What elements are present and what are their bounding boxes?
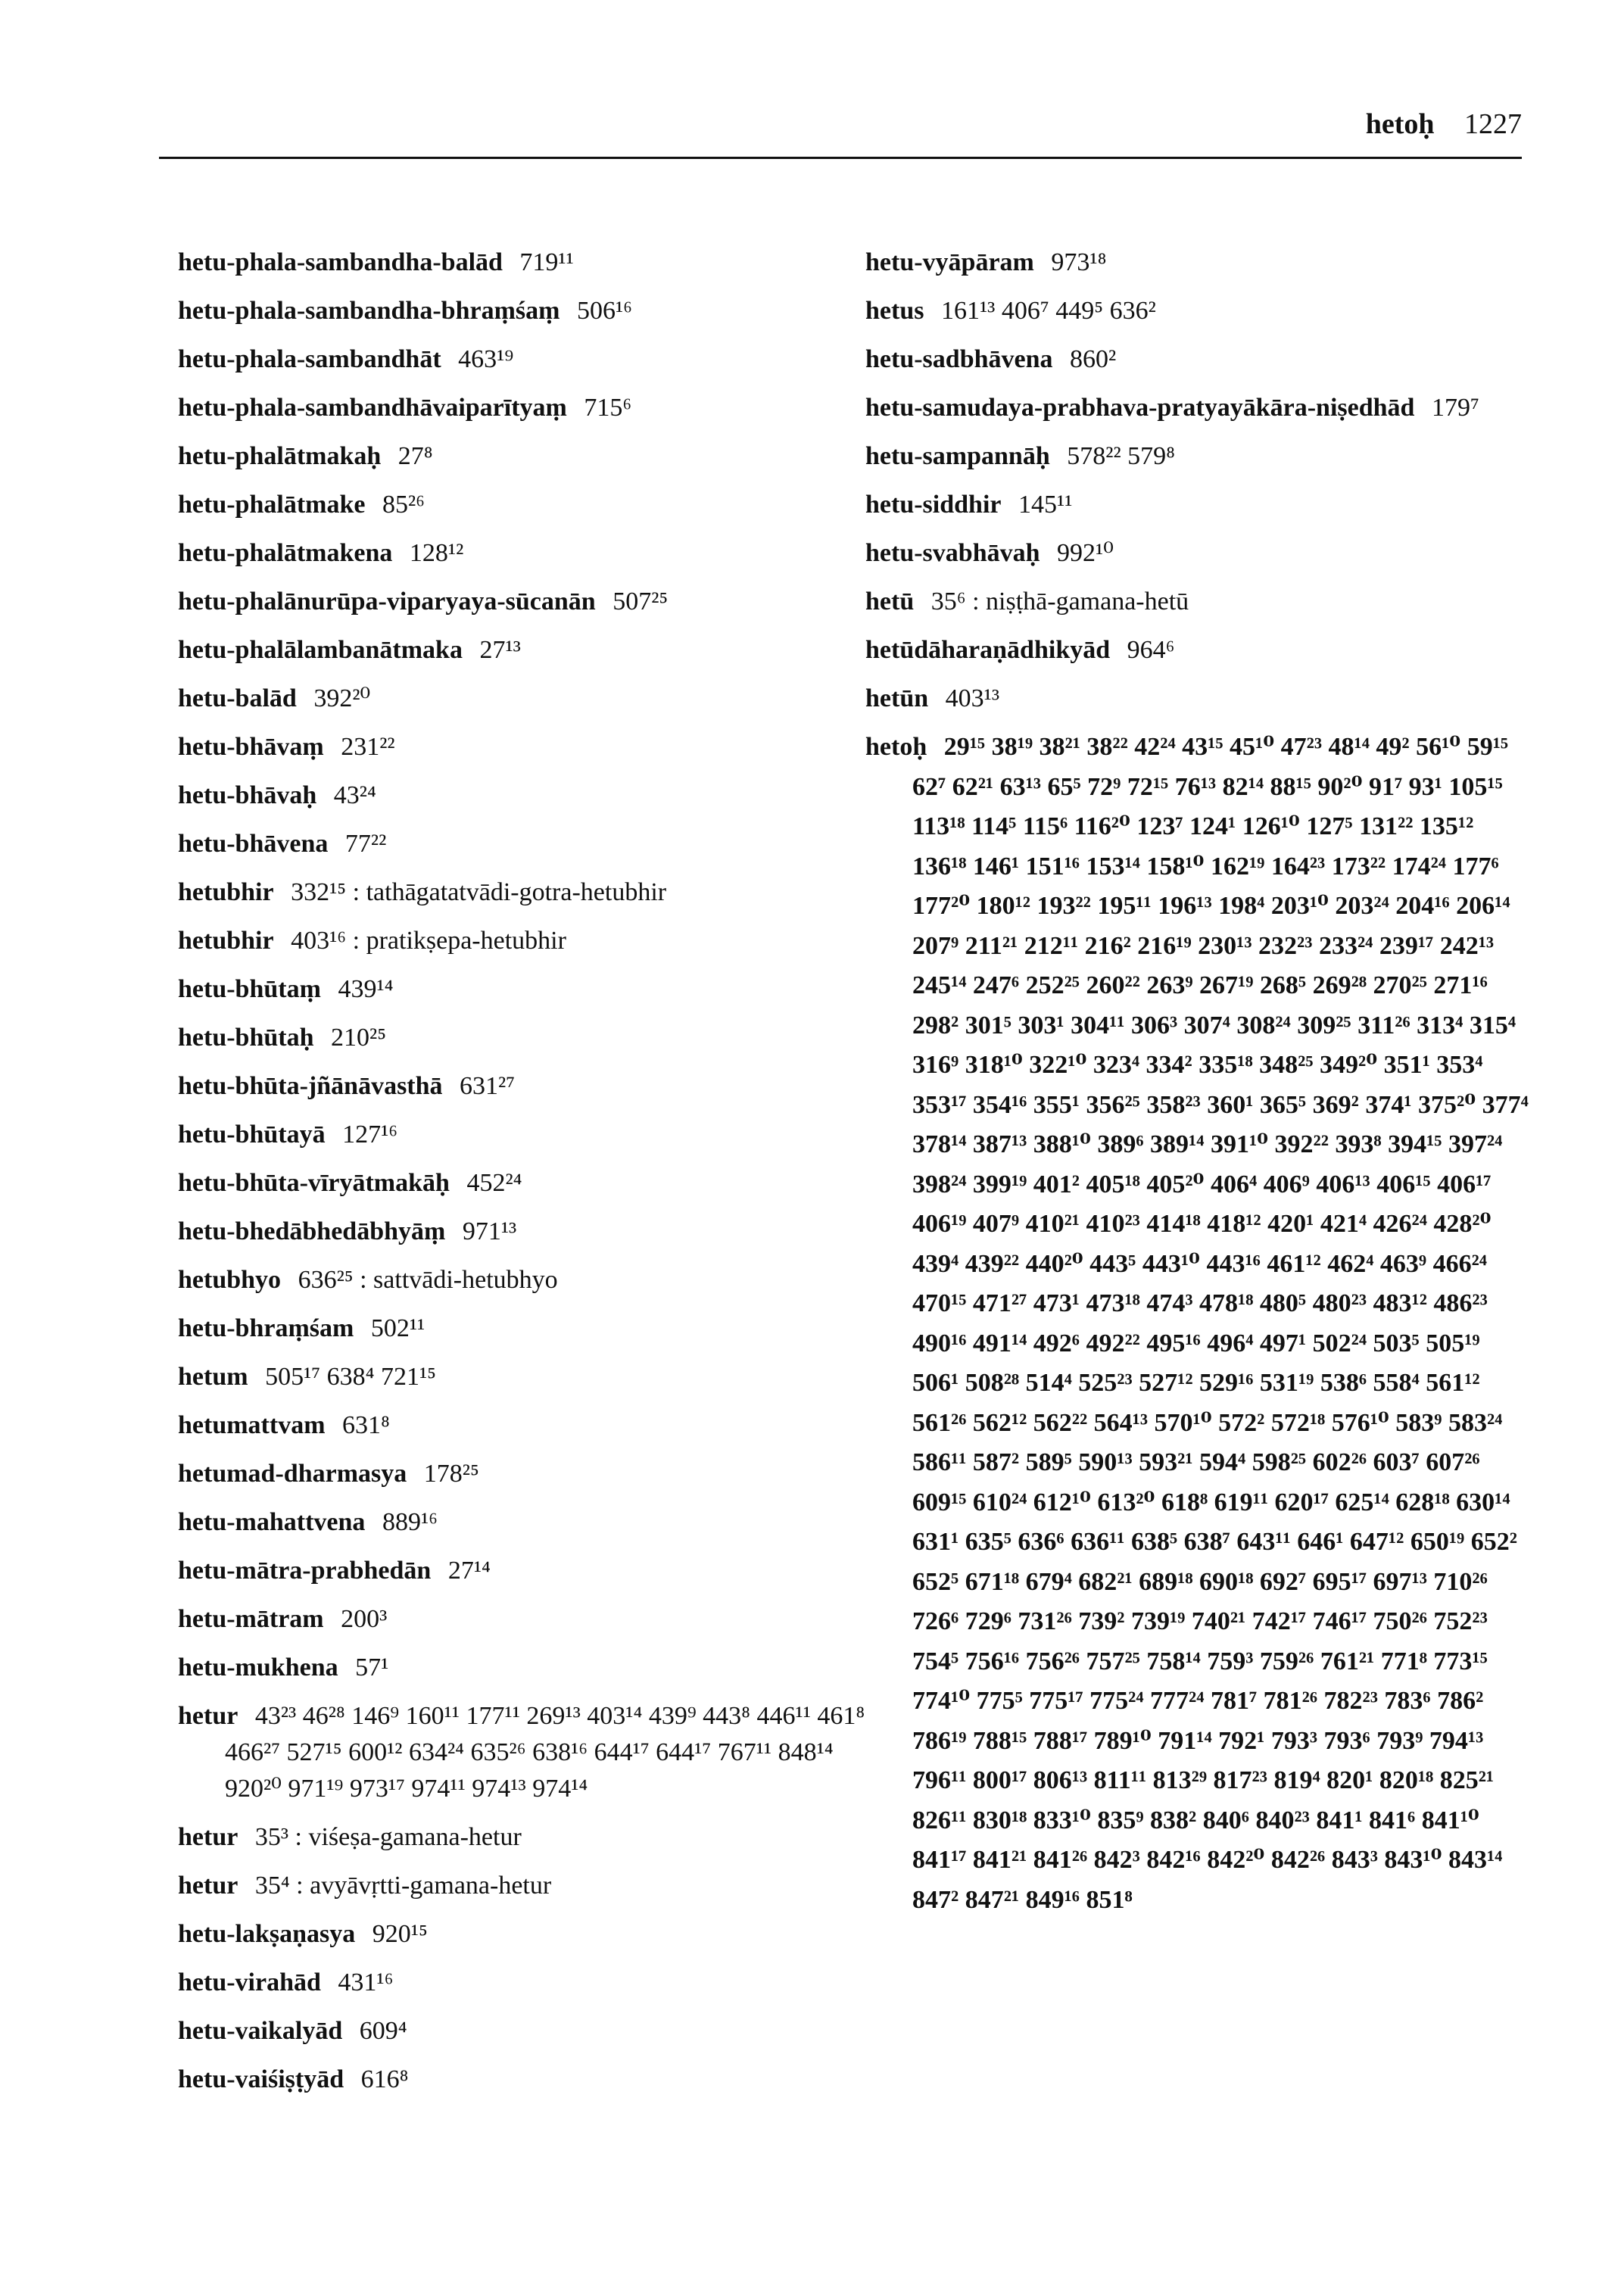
index-entry [178, 1698, 874, 1807]
entry-headword: hetu-vyāpāram [865, 248, 1034, 276]
index-entry [865, 626, 1532, 675]
entry-references: 860² [1070, 345, 1117, 373]
page-number: 1227 [1464, 108, 1522, 140]
entry-references: 27¹⁴ [447, 1557, 491, 1585]
entry-headword: hetus [865, 297, 924, 325]
entry-headword: hetu-bhāvaṃ [178, 733, 324, 761]
index-entry [178, 287, 874, 335]
index-entry [178, 335, 874, 384]
entry-references: 452²⁴ [466, 1169, 522, 1197]
entry-headword: hetu-phalālambanātmaka [178, 636, 463, 664]
index-entry [178, 917, 874, 965]
index-entry [865, 287, 1532, 335]
entry-references: 332¹⁵ : tathāgatatvādi-gotra-hetubhir [291, 878, 667, 906]
index-entry [865, 529, 1532, 578]
index-entry [178, 1498, 874, 1547]
entry-references: 505¹⁷ 638⁴ 721¹⁵ [265, 1363, 437, 1391]
entry-references: 973¹⁸ [1051, 248, 1107, 276]
entry-references: 889¹⁶ [382, 1508, 438, 1536]
index-entry [865, 728, 1532, 1920]
entry-headword: hetu-bhraṃśam [178, 1314, 354, 1342]
entry-references: 506¹⁶ [576, 297, 632, 325]
entry-references: 715⁶ [584, 394, 632, 422]
entry-references: 636²⁵ : sattvādi-hetubhyo [298, 1266, 558, 1294]
entry-references: 231²² [341, 733, 395, 761]
index-entry [178, 1644, 874, 1692]
entry-headword: hetu-bhāvaḥ [178, 781, 317, 809]
index-entry [178, 1959, 874, 2007]
index-entry [178, 1450, 874, 1498]
entry-headword: hetubhyo [178, 1266, 282, 1294]
entry-headword: hetu-bhūtaḥ [178, 1024, 314, 1052]
entry-headword: hetu-mahattvena [178, 1508, 366, 1536]
entry-headword: hetu-phala-sambandhāt [178, 345, 441, 373]
entry-references: 85²⁶ [382, 491, 425, 519]
index-entry [865, 335, 1532, 384]
entry-references: 964⁶ [1127, 636, 1175, 664]
running-header [1366, 108, 1522, 141]
index-entry [178, 626, 874, 675]
entry-references: 439¹⁴ [338, 975, 394, 1003]
entry-references: 35³ : viśeṣa-gamana-hetur [254, 1823, 522, 1851]
index-entry [178, 1111, 874, 1159]
entry-headword: hetu-phalātmakaḥ [178, 442, 382, 470]
entry-headword: hetur [178, 1702, 238, 1730]
index-entry [178, 771, 874, 820]
entry-references: 431¹⁶ [338, 1968, 394, 1996]
index-entry [178, 723, 874, 771]
entry-headword: hetu-mātra-prabhedān [178, 1557, 432, 1585]
index-entry [178, 384, 874, 432]
index-entry [865, 390, 1532, 426]
entry-headword: hetur [178, 1872, 238, 1900]
entry-headword: hetū [865, 588, 915, 616]
entry-references: 43²⁴ [333, 781, 376, 809]
entry-headword: hetu-bhedābhedābhyāṃ [178, 1217, 446, 1245]
entry-references: 992¹⁰ [1057, 539, 1114, 567]
entry-references: 502¹¹ [370, 1314, 425, 1342]
entry-headword: hetu-bhūtaṃ [178, 975, 321, 1003]
entry-headword: hetu-bhāvena [178, 830, 329, 858]
left-column [178, 238, 874, 2104]
entry-headword: hetu-phalānurūpa-viparyaya-sūcanān [178, 588, 596, 616]
index-entry [178, 1062, 874, 1111]
entry-headword: hetu-mātram [178, 1605, 324, 1633]
entry-references: 145¹¹ [1018, 491, 1073, 519]
index-entry [178, 820, 874, 868]
entry-references: 35⁶ : niṣṭhā-gamana-hetū [930, 588, 1189, 616]
running-headword: hetoḥ [1365, 108, 1435, 140]
entry-references: 178²⁵ [423, 1460, 479, 1488]
entry-references: 77²² [344, 830, 387, 858]
entry-references: 403¹³ [945, 684, 1000, 712]
entry-headword: hetu-vaikalyād [178, 2017, 343, 2045]
entry-headword: hetu-phala-sambandha-balād [178, 248, 503, 276]
index-entry [178, 1862, 874, 1910]
entry-headword: hetu-phala-sambandhāvaiparītyaṃ [178, 394, 567, 422]
entry-references: 43²³ 46²⁸ 146⁹ 160¹¹ 177¹¹ 269¹³ 403¹⁴ 439⁹ 443⁸ 446¹¹ 461⁸ 466²⁷ 527¹⁵ 600¹² 634²⁴ 635²⁶ 638¹⁶ 644¹⁷ 644¹⁷ 767¹¹ 848¹⁴ 920²⁰ 971¹⁹ 973¹⁷ 974¹¹ 974¹³ 974¹⁴ [225, 1702, 865, 1803]
index-entry [865, 432, 1532, 481]
entry-headword: hetum [178, 1363, 248, 1391]
entry-references: 463¹⁹ [458, 345, 514, 373]
index-entry [178, 1256, 874, 1304]
index-entry [865, 238, 1532, 287]
entry-references: 27¹³ [479, 636, 521, 664]
entry-headword: hetu-samudaya-prabhava-pratyayākāra-niṣedhād [865, 394, 1415, 422]
index-entry [178, 1813, 874, 1862]
index-entry [178, 675, 874, 723]
entry-headword: hetu-mukhena [178, 1653, 338, 1682]
entry-references: 507²⁵ [613, 588, 669, 616]
entry-headword: hetubhir [178, 927, 274, 955]
entry-headword: hetu-vaiśiṣṭyād [178, 2065, 344, 2093]
index-entry [178, 1595, 874, 1644]
right-column [865, 238, 1532, 1920]
index-entry [178, 529, 874, 578]
index-entry [178, 432, 874, 481]
entry-headword: hetu-phalātmakena [178, 539, 393, 567]
index-entry [865, 675, 1532, 723]
index-entry [178, 1353, 874, 1401]
entry-references: 631²⁷ [460, 1072, 516, 1100]
entry-references: 127¹⁶ [342, 1121, 398, 1149]
entry-headword: hetu-siddhir [865, 491, 1002, 519]
entry-headword: hetoḥ [865, 733, 927, 761]
index-entry [178, 1401, 874, 1450]
index-entry [178, 1159, 874, 1208]
index-entry [178, 1014, 874, 1062]
entry-references: 161¹³ 406⁷ 449⁵ 636² [940, 297, 1156, 325]
entry-headword: hetur [178, 1823, 238, 1851]
entry-references: 210²⁵ [331, 1024, 387, 1052]
index-entry [178, 1547, 874, 1595]
entry-references: 57¹ [355, 1653, 389, 1682]
entry-headword: hetūn [865, 684, 929, 712]
index-entry [178, 2007, 874, 2056]
index-entry [178, 1208, 874, 1256]
index-entry [178, 1304, 874, 1353]
entry-headword: hetu-lakṣaṇasya [178, 1920, 356, 1948]
index-entry [178, 965, 874, 1014]
entry-references: 128¹² [409, 539, 464, 567]
entry-references: 631⁸ [342, 1411, 390, 1439]
entry-headword: hetu-virahād [178, 1968, 321, 1996]
entry-references: 392²⁰ [313, 684, 371, 712]
entry-headword: hetu-bhūta-vīryātmakāḥ [178, 1169, 450, 1197]
entry-headword: hetūdāharaṇādhikyād [865, 636, 1111, 664]
entry-references: 403¹⁶ : pratikṣepa-hetubhir [291, 927, 566, 955]
entry-headword: hetu-phala-sambandha-bhraṃśaṃ [178, 297, 560, 325]
entry-references: 971¹³ [462, 1217, 517, 1245]
entry-references: 719¹¹ [519, 248, 574, 276]
entry-references: 920¹⁵ [372, 1920, 428, 1948]
entry-references: 29¹⁵ 38¹⁹ 38²¹ 38²² 42²⁴ 43¹⁵ 45¹⁰ 47²³ 48¹⁴ 49² 56¹⁰ 59¹⁵ 62⁷ 62²¹ 63¹³ 65⁵ 72⁹ 72¹⁵ 76¹³ 82¹⁴ 88¹⁵ 90²⁰ 91⁷ 93¹ 105¹⁵ 113¹⁸ 114⁵ 115⁶ 116²⁰ 123⁷ 124¹ 126¹⁰ 127⁵ 131²² 135¹² 136¹⁸ 146¹ 151¹⁶ 153¹⁴ 158¹⁰ 162¹⁹ 164²³ 173²² 174²⁴ 177⁶ 177²⁰ 180¹² 193²² 195¹¹ 196¹³ 198⁴ 203¹⁰ 203²⁴ 204¹⁶ 206¹⁴ 207⁹ 211²¹ 212¹¹ 216² 216¹⁹ 230¹³ 232²³ 233²⁴ 239¹⁷ 242¹³ 245¹⁴ 247⁶ 252²⁵ 260²² 263⁹ 267¹⁹ 268⁵ 269²⁸ 270²⁵ 271¹⁶ 298² 301⁵ 303¹ 304¹¹ 306³ 307⁴ 308²⁴ 309²⁵ 311²⁶ 313⁴ 315⁴ 316⁹ 318¹⁰ 322¹⁰ 323⁴ 334² 335¹⁸ 348²⁵ 349²⁰ 351¹ 353⁴ 353¹⁷ 354¹⁶ 355¹ 356²⁵ 358²³ 360¹ 365⁵ 369² 374¹ 375²⁰ 377⁴ 378¹⁴ 387¹³ 388¹⁰ 389⁶ 389¹⁴ 391¹⁰ 392²² 393⁸ 394¹⁵ 397²⁴ 398²⁴ 399¹⁹ 401² 405¹⁸ 405²⁰ 406⁴ 406⁹ 406¹³ 406¹⁵ 406¹⁷ 406¹⁹ 407⁹ 410²¹ 410²³ 414¹⁸ 418¹² 420¹ 421⁴ 426²⁴ 428²⁰ 439⁴ 439²² 440²⁰ 443⁵ 443¹⁰ 443¹⁶ 461¹² 462⁴ 463⁹ 466²⁴ 470¹⁵ 471²⁷ 473¹ 473¹⁸ 474³ 478¹⁸ 480⁵ 480²³ 483¹² 486²³ 490¹⁶ 491¹⁴ 492⁶ 492²² 495¹⁶ 496⁴ 497¹ 502²⁴ 503⁵ 505¹⁹ 506¹ 508²⁸ 514⁴ 525²³ 527¹² 529¹⁶ 531¹⁹ 538⁶ 558⁴ 561¹² 561²⁶ 562¹² 562²² 564¹³ 570¹⁰ 572² 572¹⁸ 576¹⁰ 583⁹ 583²⁴ 586¹¹ 587² 589⁵ 590¹³ 593²¹ 594⁴ 598²⁵ 602²⁶ 603⁷ 607²⁶ 609¹⁵ 610²⁴ 612¹⁰ 613²⁰ 618⁸ 619¹¹ 620¹⁷ 625¹⁴ 628¹⁸ 630¹⁴ 631¹ 635⁵ 636⁶ 636¹¹ 638⁵ 638⁷ 643¹¹ 646¹ 647¹² 650¹⁹ 652² 652⁵ 671¹⁸ 679⁴ 682²¹ 689¹⁸ 690¹⁸ 692⁷ 695¹⁷ 697¹³ 710²⁶ 726⁶ 729⁶ 731²⁶ 739² 739¹⁹ 740²¹ 742¹⁷ 746¹⁷ 750²⁶ 752²³ 754⁵ 756¹⁶ 756²⁶ 757²⁵ 758¹⁴ 759³ 759²⁶ 761²¹ 771⁸ 773¹⁵ 774¹⁰ 775⁵ 775¹⁷ 775²⁴ 777²⁴ 781⁷ 781²⁶ 782²³ 783⁶ 786² 786¹⁹ 788¹⁵ 788¹⁷ 789¹⁰ 791¹⁴ 792¹ 793³ 793⁶ 793⁹ 794¹³ 796¹¹ 800¹⁷ 806¹³ 811¹¹ 813²⁹ 817²³ 819⁴ 820¹ 820¹⁸ 825²¹ 826¹¹ 830¹⁸ 833¹⁰ 835⁹ 838² 840⁶ 840²³ 841¹ 841⁶ 841¹⁰ 841¹⁷ 841²¹ 841²⁶ 842³ 842¹⁶ 842²⁰ 842²⁶ 843³ 843¹⁰ 843¹⁴ 847² 847²¹ 849¹⁶ 851⁸ [912, 733, 1529, 1914]
entry-headword: hetu-sadbhāvena [865, 345, 1053, 373]
index-entry [865, 481, 1532, 529]
index-entry [178, 481, 874, 529]
entry-references: 578²² 579⁸ [1067, 442, 1175, 470]
entry-references: 35⁴ : avyāvṛtti-gamana-hetur [254, 1872, 552, 1900]
entry-headword: hetu-balād [178, 684, 297, 712]
index-entry [178, 2056, 874, 2104]
index-entry [178, 238, 874, 287]
index-entry [178, 1910, 874, 1959]
entry-headword: hetumattvam [178, 1411, 326, 1439]
entry-headword: hetumad-dharmasya [178, 1460, 407, 1488]
header-rule [159, 157, 1522, 159]
index-entry [178, 578, 874, 626]
entry-references: 616⁸ [360, 2065, 409, 2093]
entry-headword: hetu-sampannāḥ [865, 442, 1050, 470]
entry-headword: hetu-bhūtayā [178, 1121, 326, 1149]
entry-references: 609⁴ [359, 2017, 407, 2045]
entry-references: 200³ [341, 1605, 388, 1633]
entry-headword: hetubhir [178, 878, 274, 906]
entry-references: 179⁷ [1431, 394, 1479, 422]
index-entry [178, 868, 874, 917]
entry-references: 27⁸ [397, 442, 433, 470]
entry-headword: hetu-bhūta-jñānāvasthā [178, 1072, 443, 1100]
entry-headword: hetu-svabhāvaḥ [865, 539, 1040, 567]
entry-headword: hetu-phalātmake [178, 491, 366, 519]
index-entry [865, 578, 1532, 626]
